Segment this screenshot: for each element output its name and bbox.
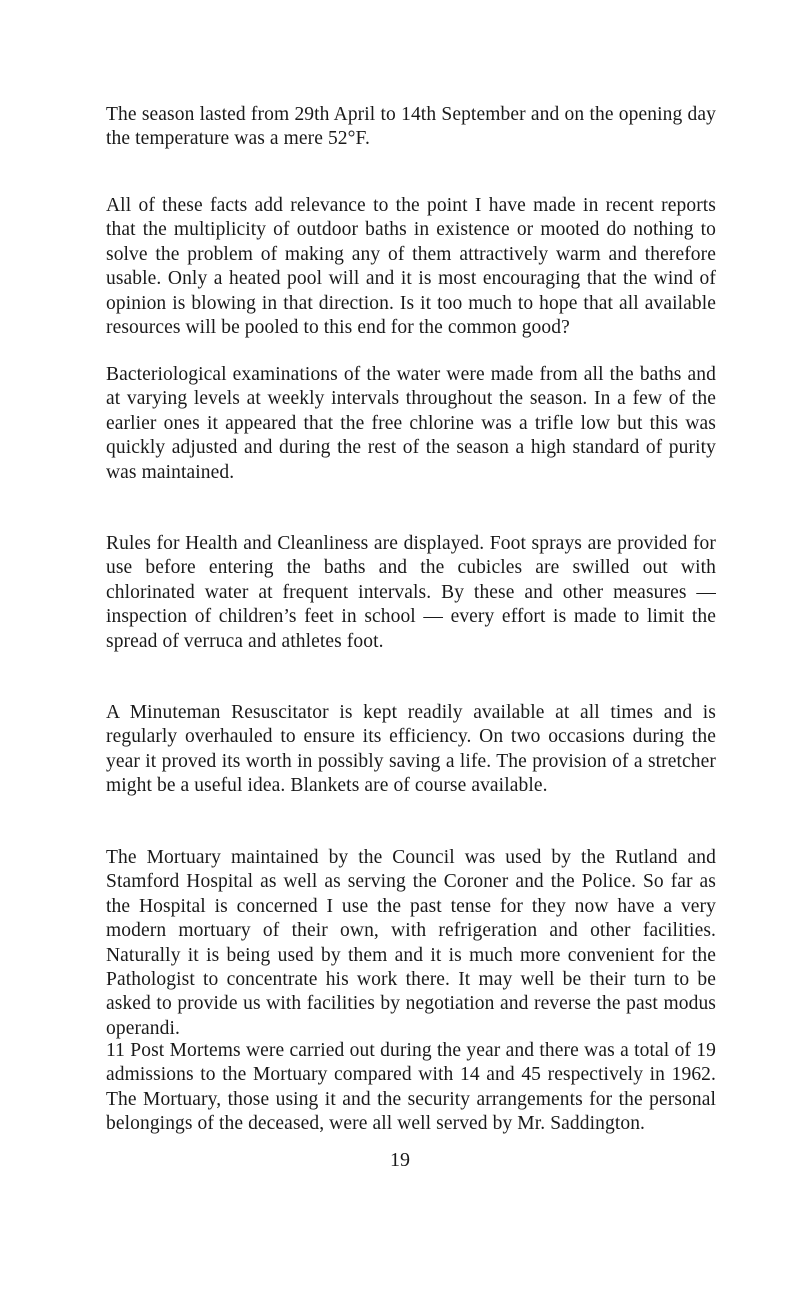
paragraph-resuscitator: A Minuteman Resuscitator is kept readily available at all times and is regularly overhauled to ensure its efficiency. On two occasions during the year it proved its worth in possibly saving a life. The provision of a stretcher might be a useful idea. Blankets are of course available.	[106, 702, 716, 797]
paragraph-mortuary: The Mortuary maintained by the Council was used by the Rutland and Stamford Hospital as well as serving the Coroner and the Police. So far as the Hospital is concerned I use the past tense for they now have a very modern mortuary of their own, with refrigeration and other facilities. Naturally it is being used by them and it is much more convenient for the Pathologist to concentrate his work there. It may well be their turn to be asked to provide us with facilities by negotiation and reverse the past modus operandi.	[106, 847, 716, 1039]
paragraph-season-dates: The season lasted from 29th April to 14th September and on the opening day the temperature was a mere 52°F.	[106, 104, 716, 150]
page-number: 19	[390, 1149, 410, 1171]
paragraph-post-mortems: 11 Post Mortems were carried out during the year and there was a total of 19 admissions to the Mortuary compared with 14 and 45 respectively in 1962. The Mortuary, those using it and the security arrangements for the personal belongings of the deceased, were all well served by Mr. Saddington.	[106, 1040, 716, 1135]
paragraph-bacteriological-examinations: Bacteriological examinations of the water were made from all the baths and at varying levels at weekly intervals throughout the season. In a few of the earlier ones it appeared that the free chlorine was a trifle low but this was quickly adjusted and during the rest of the season a high standard of purity was maintained.	[106, 364, 716, 483]
paragraph-heated-pool: All of these facts add relevance to the point I have made in recent reports that the multiplicity of outdoor baths in existence or mooted do nothing to solve the problem of making any of them attractively warm and therefore usable. Only a heated pool will and it is most encouraging that the wind of opinion is blowing in that direction. Is it too much to hope that all available resources will be pooled to this end for the common good?	[106, 195, 716, 339]
paragraph-health-cleanliness: Rules for Health and Cleanliness are displayed. Foot sprays are provided for use before entering the baths and the cubicles are swilled out with chlorinated water at frequent intervals. By these and other measures — inspection of children’s feet in school — every effort is made to limit the spread of verruca and athletes foot.	[106, 533, 716, 652]
